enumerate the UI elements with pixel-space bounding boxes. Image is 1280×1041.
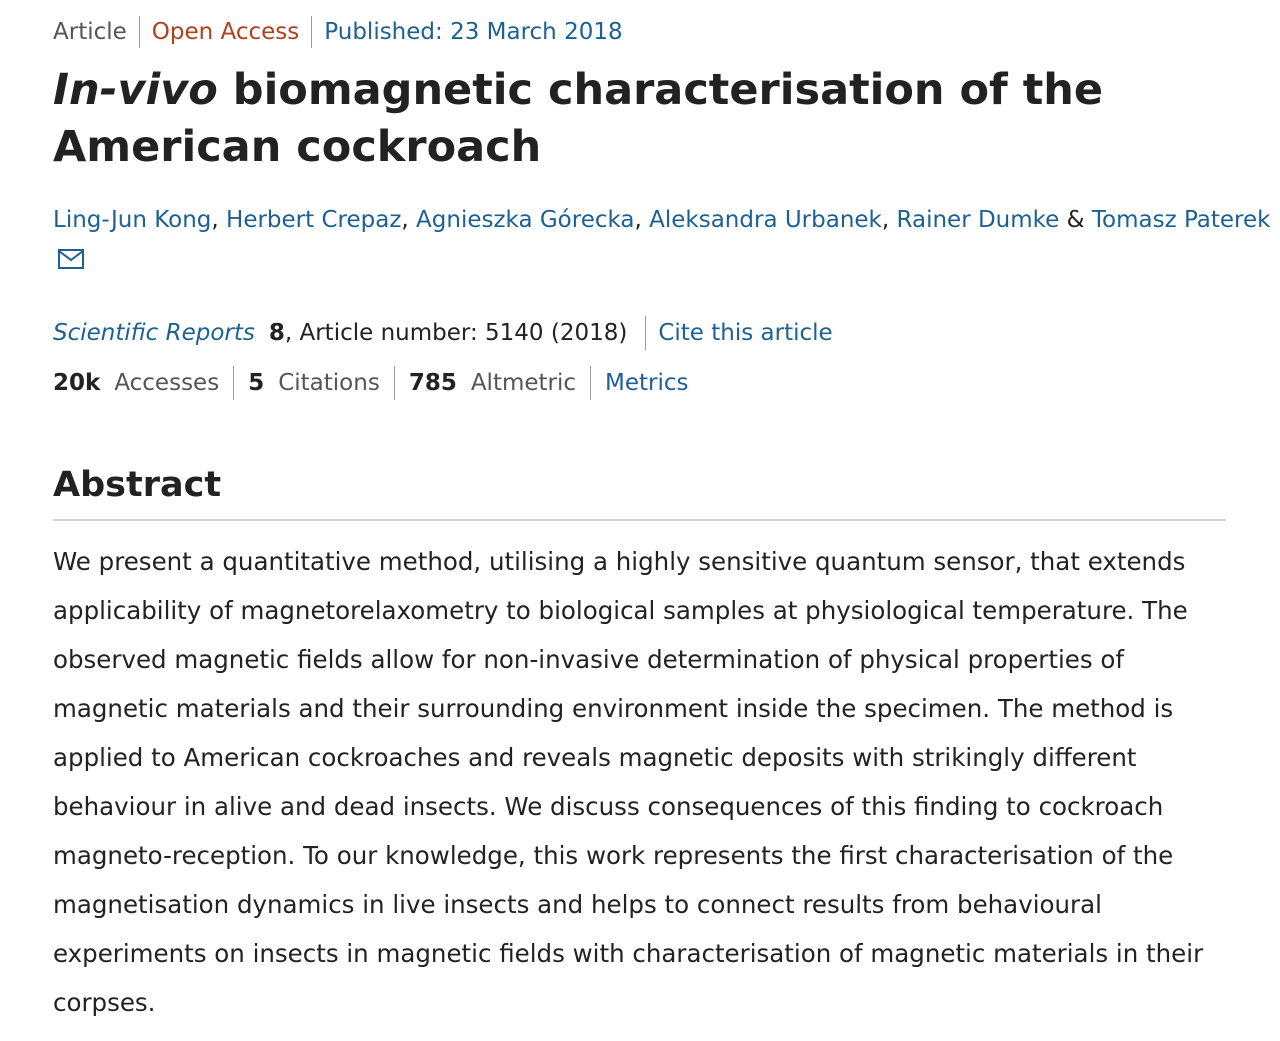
article-title-rest: biomagnetic characterisation of the American cockroach	[53, 65, 1104, 172]
journal-name-link[interactable]: Scientific Reports	[53, 320, 255, 346]
accesses-count: 20k	[53, 370, 101, 396]
metrics-divider	[233, 366, 234, 400]
meta-divider	[139, 16, 140, 48]
article-title	[53, 62, 1263, 176]
author-link[interactable]: Herbert Crepaz	[226, 207, 402, 233]
accesses-label: Accesses	[114, 370, 220, 396]
accesses-metric	[53, 366, 219, 400]
metrics-divider	[590, 366, 591, 400]
author-link[interactable]: Ling-Jun Kong	[53, 207, 212, 233]
journal-divider	[645, 316, 646, 350]
author-separator: ,	[881, 207, 897, 233]
author-link[interactable]: Agnieszka Górecka	[416, 207, 635, 233]
article-number: , Article number: 5140 (2018)	[284, 320, 628, 346]
author-list	[53, 203, 1270, 237]
metrics-divider	[394, 366, 395, 400]
meta-divider	[311, 16, 312, 48]
abstract-heading: Abstract	[53, 465, 222, 505]
article-meta	[53, 16, 623, 48]
author-link[interactable]: Aleksandra Urbanek	[649, 207, 882, 233]
article-type: Article	[53, 19, 127, 45]
author-link[interactable]: Tomasz Paterek	[1091, 207, 1271, 233]
altmetric-score: 785	[408, 370, 457, 396]
metrics-link[interactable]: Metrics	[605, 370, 689, 396]
author-link[interactable]: Rainer Dumke	[896, 207, 1060, 233]
published-date: Published: 23 March 2018	[324, 19, 623, 45]
author-separator: ,	[401, 207, 417, 233]
altmetric-metric	[409, 366, 576, 400]
abstract-text: We present a quantitative method, utilising a highly sensitive quantum sensor, that extends applicability of magnetorelaxometry to biological samples at physiological temperature. The observed magnetic fields allow for non-invasive determination of physical properties of magnetic materials and their surrounding environment inside the specimen. The method is applied to American cockroaches and reveals magnetic deposits with strikingly different behaviour in alive and dead insects. We discuss consequences of this finding to cockroach magneto-reception. To our knowledge, this work represents the first characterisation of the magnetisation dynamics in live insects and helps to connect results from behavioural experiments on insects in magnetic fields with characterisation of magnetic materials in their corpses.	[53, 547, 1204, 1017]
journal-info	[53, 316, 833, 350]
author-separator: ,	[634, 207, 650, 233]
article-title-italic: In-vivo	[53, 65, 218, 115]
citations-label: Citations	[278, 370, 380, 396]
citations-count: 5	[248, 370, 265, 396]
article-metrics	[53, 366, 689, 400]
envelope-icon[interactable]	[58, 249, 84, 269]
journal-volume: 8	[268, 320, 285, 346]
abstract-divider	[53, 519, 1226, 521]
author-separator: &	[1059, 207, 1092, 233]
cite-article-link[interactable]: Cite this article	[658, 320, 833, 346]
altmetric-label: Altmetric	[470, 370, 577, 396]
citations-metric	[248, 366, 380, 400]
author-separator: ,	[211, 207, 227, 233]
open-access-badge: Open Access	[151, 19, 300, 45]
